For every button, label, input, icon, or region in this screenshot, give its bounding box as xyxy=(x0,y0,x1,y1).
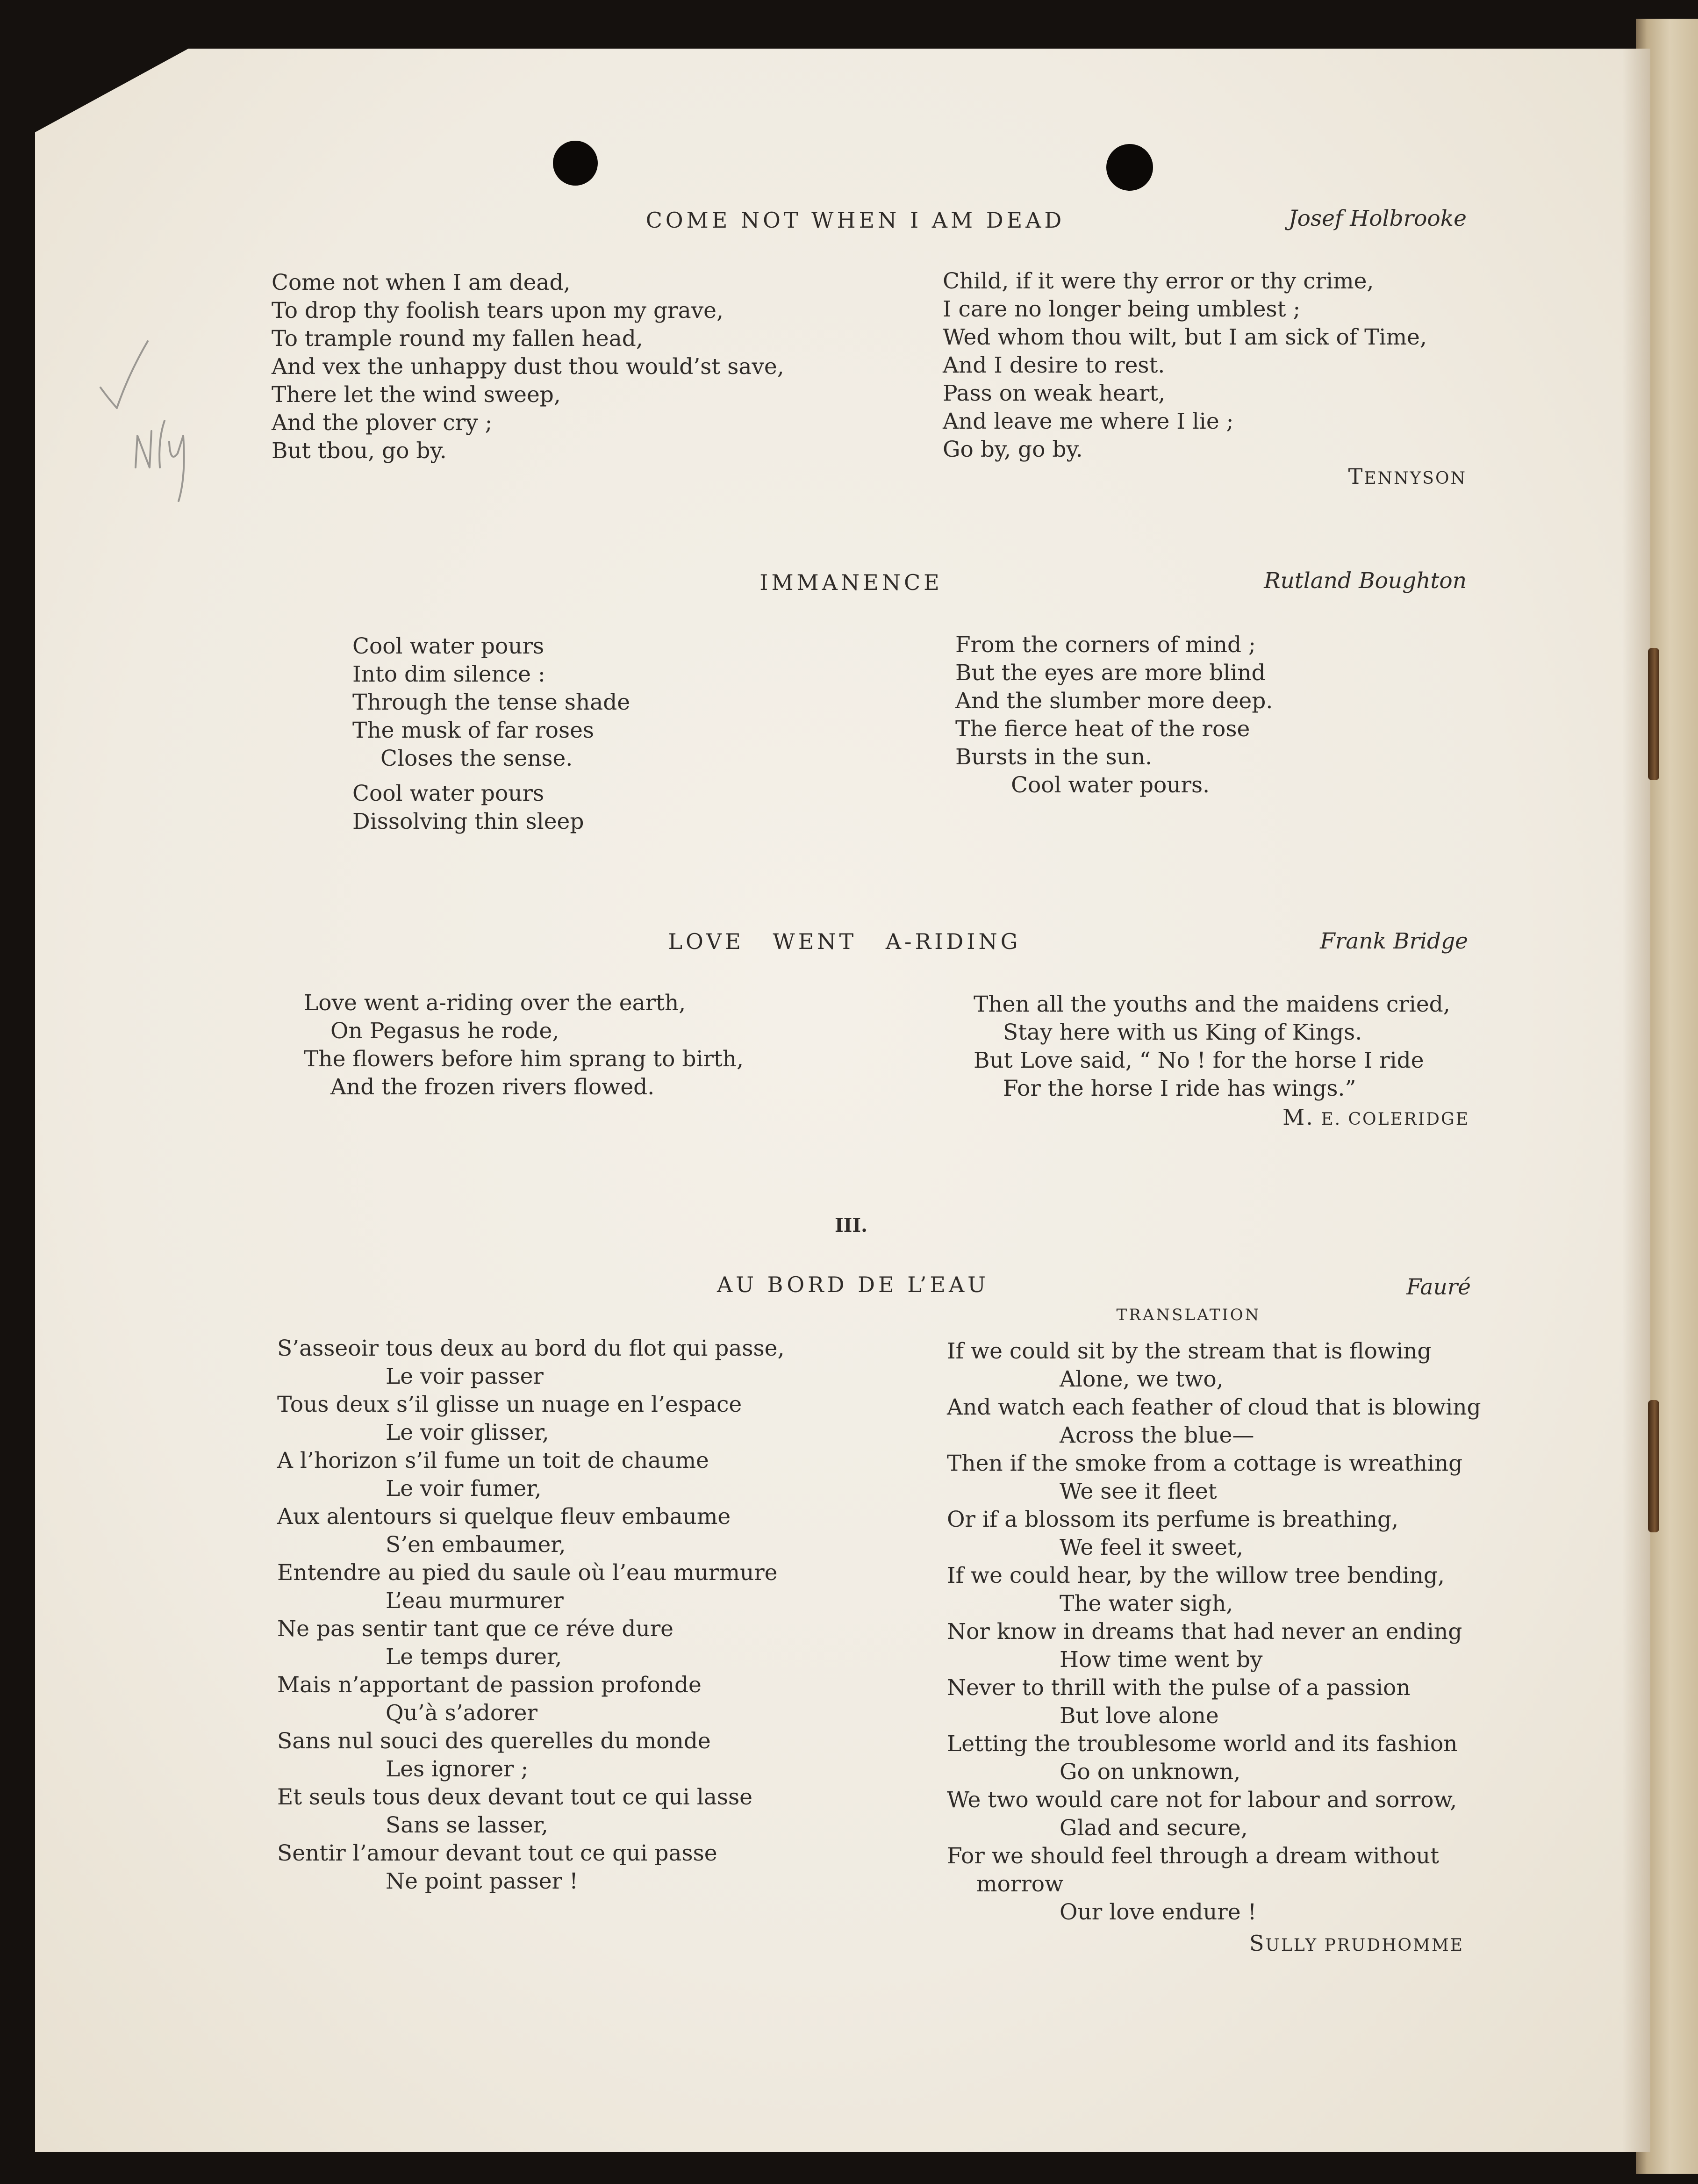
lyrics-right-column xyxy=(955,631,1273,799)
lyric-line: Wed whom thou wilt, but I am sick of Time, xyxy=(943,324,1427,350)
lyric-line: On Pegasus he rode, xyxy=(330,1018,559,1044)
lyric-line: S’asseoir tous deux au bord du flot qui passe, xyxy=(277,1336,785,1361)
lyric-line: The musk of far roses xyxy=(352,718,595,743)
composer-name: Rutland Boughton xyxy=(1264,568,1467,594)
lyric-line: We two would care not for labour and sorrow, xyxy=(947,1787,1457,1813)
song-title: LOVE WENT A-RIDING xyxy=(668,929,1021,954)
lyric-line: Le voir passer xyxy=(386,1364,544,1389)
lyric-line: Les ignorer ; xyxy=(386,1756,529,1782)
lyric-line: Or if a blossom its perfume is breathing, xyxy=(947,1507,1399,1532)
song-title: IMMANENCE xyxy=(759,570,943,595)
song-title: AU BORD DE L’EAU xyxy=(717,1272,989,1297)
punch-hole xyxy=(553,141,598,186)
lyric-line: Sentir l’amour devant tout ce qui passe xyxy=(277,1840,717,1866)
lyrics-left-column xyxy=(304,989,744,1101)
lyric-line: Mais n’apportant de passion profonde xyxy=(277,1672,702,1698)
lyric-line: morrow xyxy=(976,1871,1064,1897)
part-number: III. xyxy=(834,1214,868,1236)
lyric-line: S’en embaumer, xyxy=(386,1532,566,1558)
lyric-line: And the plover cry ; xyxy=(272,410,493,436)
lyric-line: If we could hear, by the willow tree bending, xyxy=(947,1563,1445,1588)
composer-name: Fauré xyxy=(1406,1274,1471,1300)
lyric-line: Alone, we two, xyxy=(1060,1366,1224,1392)
lyric-line: Et seuls tous deux devant tout ce qui lasse xyxy=(277,1784,752,1810)
lyric-line: Cool water pours xyxy=(352,633,545,659)
lyrics-translation-column xyxy=(947,1337,1481,1926)
lyric-line: Ne pas sentir tant que ce réve dure xyxy=(277,1616,673,1642)
lyric-line: L’eau murmurer xyxy=(386,1588,564,1614)
lyric-line: Le voir glisser, xyxy=(386,1420,549,1445)
translation-label: TRANSLATION xyxy=(1116,1306,1261,1324)
composer-name: Josef Holbrooke xyxy=(1288,206,1467,231)
lyric-line: Pass on weak heart, xyxy=(943,381,1166,406)
lyrics-right-column xyxy=(974,991,1450,1103)
lyric-line: But Love said, “ No ! for the horse I ride xyxy=(974,1048,1424,1073)
lyric-line: Go by, go by. xyxy=(943,437,1083,462)
lyric-line: Bursts in the sun. xyxy=(955,744,1153,770)
lyric-line: If we could sit by the stream that is flowing xyxy=(947,1338,1432,1364)
lyric-line: From the corners of mind ; xyxy=(955,632,1256,658)
lyric-line: Entendre au pied du saule où l’eau murmure xyxy=(277,1560,778,1586)
lyrics-left-column xyxy=(272,269,784,465)
lyrics-french-column xyxy=(277,1335,784,1896)
song-title: COME NOT WHEN I AM DEAD xyxy=(645,208,1065,233)
lyric-line: But love alone xyxy=(1060,1703,1219,1729)
punch-hole xyxy=(1106,144,1153,191)
lyrics-right-column xyxy=(943,267,1427,464)
lyric-line: Never to thrill with the pulse of a passion xyxy=(947,1675,1411,1701)
lyric-line: Come not when I am dead, xyxy=(272,270,571,295)
lyric-line: Sans se lasser, xyxy=(386,1812,548,1838)
lyric-line: How time went by xyxy=(1060,1647,1263,1673)
lyric-line: Then if the smoke from a cottage is wreathing xyxy=(947,1451,1463,1476)
lyric-line: Qu’à s’adorer xyxy=(386,1700,537,1726)
poet-name: SULLY PRUDHOMME xyxy=(1249,1931,1464,1956)
lyric-line: Cool water pours xyxy=(352,781,545,806)
lyric-line: Love went a-riding over the earth, xyxy=(304,990,686,1016)
lyric-line: Through the tense shade xyxy=(352,690,630,715)
pencil-annotation xyxy=(89,327,229,505)
lyric-line: And I desire to rest. xyxy=(943,352,1165,378)
lyric-line: But the eyes are more blind xyxy=(955,660,1266,686)
lyric-line: Closes the sense. xyxy=(380,746,573,771)
lyric-line: And the slumber more deep. xyxy=(955,688,1273,714)
lyric-line: Go on unknown, xyxy=(1060,1759,1241,1785)
lyric-line: But tbou, go by. xyxy=(272,438,447,464)
lyric-line: To trample round my fallen head, xyxy=(272,326,643,352)
lyric-line: Tous deux s’il glisse un nuage en l’espace xyxy=(277,1392,742,1417)
lyric-line: Sans nul souci des querelles du monde xyxy=(277,1728,711,1754)
lyric-line: Le voir fumer, xyxy=(386,1476,542,1502)
lyric-line: And vex the unhappy dust thou would’st save, xyxy=(272,354,784,380)
poet-name: M. E. COLERIDGE xyxy=(1282,1105,1469,1130)
lyric-line: The fierce heat of the rose xyxy=(955,716,1250,742)
lyric-line: Aux alentours si quelque fleuv embaume xyxy=(277,1504,731,1530)
composer-name: Frank Bridge xyxy=(1320,928,1468,954)
lyric-line: Glad and secure, xyxy=(1060,1815,1248,1841)
lyric-line: Into dim silence : xyxy=(352,661,545,687)
lyric-line: Child, if it were thy error or thy crime, xyxy=(943,268,1374,294)
lyric-line: There let the wind sweep, xyxy=(272,382,561,408)
lyric-line: And watch each feather of cloud that is blowing xyxy=(947,1394,1481,1420)
lyric-line: Cool water pours. xyxy=(1011,772,1210,798)
lyric-line: For the horse I ride has wings.” xyxy=(1003,1076,1356,1101)
lyric-line: And the frozen rivers flowed. xyxy=(330,1074,655,1100)
lyric-line: Stay here with us King of Kings. xyxy=(1003,1020,1362,1045)
lyric-line: A l’horizon s’il fume un toit de chaume xyxy=(277,1448,709,1473)
lyric-line: Our love endure ! xyxy=(1060,1899,1257,1925)
lyric-line: The water sigh, xyxy=(1060,1591,1233,1616)
poet-name: TENNYSON xyxy=(1348,464,1467,489)
lyric-line: And leave me where I lie ; xyxy=(943,409,1234,434)
lyric-line: Then all the youths and the maidens cried, xyxy=(974,991,1450,1017)
lyric-line: For we should feel through a dream without xyxy=(947,1843,1439,1869)
lyric-line: Ne point passer ! xyxy=(386,1868,578,1894)
lyric-line: The flowers before him sprang to birth, xyxy=(304,1046,744,1072)
binding-tab xyxy=(1648,648,1659,780)
lyrics-left-column xyxy=(352,632,630,836)
binding-tab xyxy=(1648,1400,1659,1532)
lyric-line: Nor know in dreams that had never an ending xyxy=(947,1619,1462,1645)
lyric-line: Dissolving thin sleep xyxy=(352,809,584,834)
lyric-line: I care no longer being umblest ; xyxy=(943,296,1301,322)
lyric-line: Across the blue— xyxy=(1060,1422,1254,1448)
lyric-line: We see it fleet xyxy=(1060,1479,1217,1504)
lyric-line: Letting the troublesome world and its fashion xyxy=(947,1731,1458,1757)
lyric-line: To drop thy foolish tears upon my grave, xyxy=(272,298,724,323)
lyric-line: Le temps durer, xyxy=(386,1644,562,1670)
lyric-line: We feel it sweet, xyxy=(1060,1535,1243,1560)
